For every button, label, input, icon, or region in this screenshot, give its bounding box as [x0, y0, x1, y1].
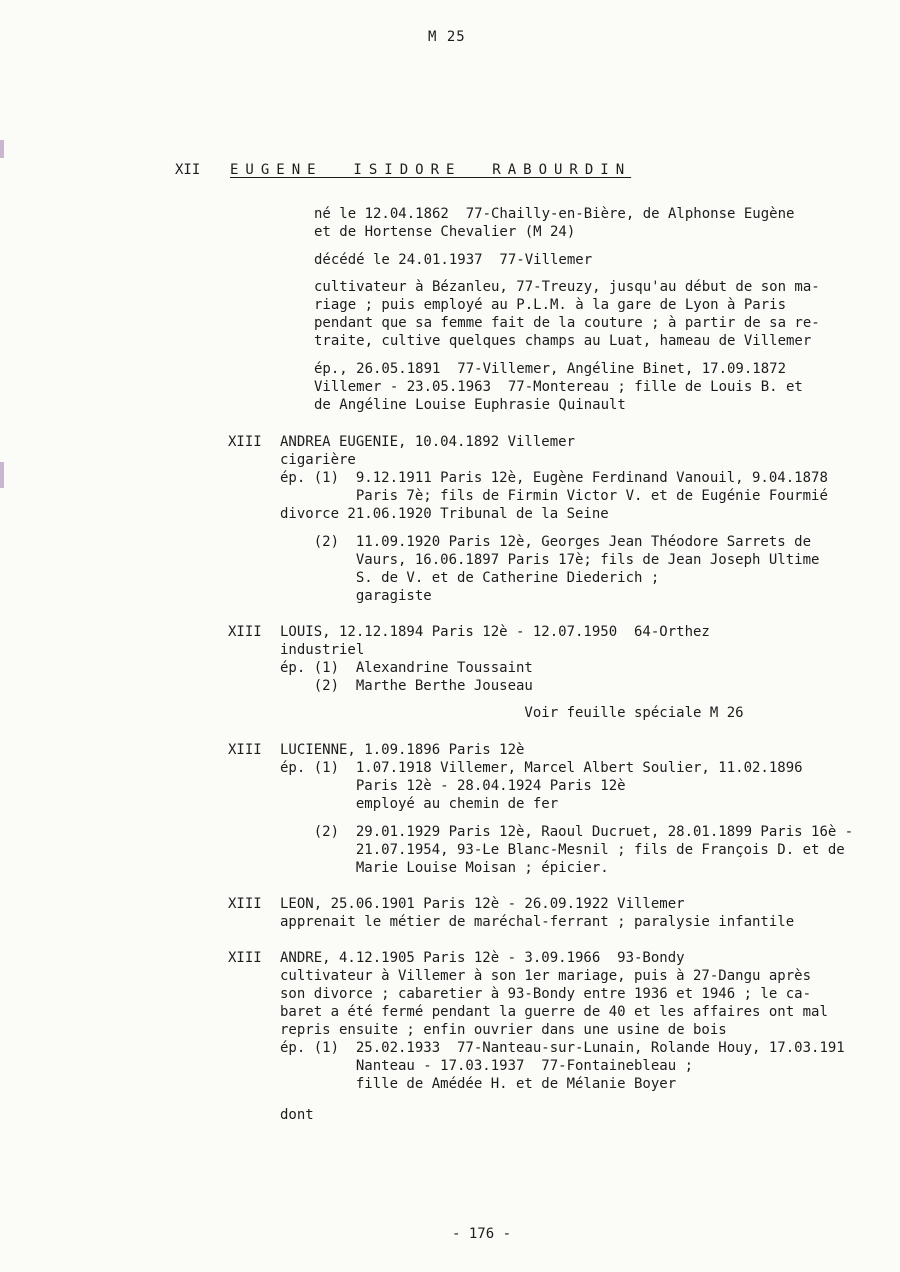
- bio-line: traite, cultive quelques champs au Luat, hameau de Villemer: [314, 333, 812, 349]
- scan-edge-mark: [0, 462, 4, 488]
- child-generation: XIII: [228, 434, 262, 450]
- bio-line: ép., 26.05.1891 77-Villemer, Angéline Binet, 17.09.1872: [314, 361, 787, 377]
- scan-edge-mark: [0, 140, 4, 158]
- bio-line: pendant que sa femme fait de la couture ; à partir de sa re-: [314, 315, 820, 331]
- bio-line: cultivateur à Bézanleu, 77-Treuzy, jusqu'au début de son ma-: [314, 279, 820, 295]
- page-header: M 25: [428, 29, 466, 45]
- child-generation: XIII: [228, 950, 262, 966]
- child-entry-line: apprenait le métier de maréchal-ferrant ; paralysie infantile: [280, 914, 795, 930]
- bio-line: riage ; puis employé au P.L.M. à la gare de Lyon à Paris: [314, 297, 787, 313]
- cross-reference: Voir feuille spéciale M 26: [280, 705, 744, 721]
- child-entry-line: repris ensuite ; enfin ouvrier dans une usine de bois: [280, 1022, 727, 1038]
- child-entry-line: fille de Amédée H. et de Mélanie Boyer: [280, 1076, 677, 1092]
- bio-line: de Angéline Louise Euphrasie Quinault: [314, 397, 626, 413]
- bio-line: né le 12.04.1862 77-Chailly-en-Bière, de Alphonse Eugène: [314, 206, 795, 222]
- child-entry-line: ANDREA EUGENIE, 10.04.1892 Villemer: [280, 434, 576, 450]
- child-entry-line: cigarière: [280, 452, 356, 468]
- child-entry-line: (2) Marthe Berthe Jouseau: [280, 678, 533, 694]
- child-entry-line: ép. (1) 1.07.1918 Villemer, Marcel Albert Soulier, 11.02.1896: [280, 760, 803, 776]
- child-entry-line: 21.07.1954, 93-Le Blanc-Mesnil ; fils de François D. et de: [280, 842, 845, 858]
- generation-number: XII: [175, 162, 201, 178]
- page-number: - 176 -: [452, 1226, 512, 1242]
- child-entry-line: LUCIENNE, 1.09.1896 Paris 12è: [280, 742, 525, 758]
- child-entry-line: Paris 12è - 28.04.1924 Paris 12è: [280, 778, 626, 794]
- child-generation: XIII: [228, 896, 262, 912]
- child-entry-line: S. de V. et de Catherine Diederich ;: [280, 570, 660, 586]
- child-entry-line: ANDRE, 4.12.1905 Paris 12è - 3.09.1966 93-Bondy: [280, 950, 685, 966]
- bio-line: Villemer - 23.05.1963 77-Montereau ; fille de Louis B. et: [314, 379, 803, 395]
- child-entry-line: Vaurs, 16.06.1897 Paris 17è; fils de Jean Joseph Ultime: [280, 552, 820, 568]
- person-name-title: EUGENE ISIDORE RABOURDIN: [230, 162, 632, 178]
- child-entry-line: Nanteau - 17.03.1937 77-Fontainebleau ;: [280, 1058, 694, 1074]
- child-entry-line: ép. (1) 9.12.1911 Paris 12è, Eugène Ferdinand Vanouil, 9.04.1878: [280, 470, 828, 486]
- child-entry-line: Paris 7è; fils de Firmin Victor V. et de Eugénie Fourmié: [280, 488, 828, 504]
- child-entry-line: LOUIS, 12.12.1894 Paris 12è - 12.07.1950 64-Orthez: [280, 624, 710, 640]
- child-entry-line: baret a été fermé pendant la guerre de 40 et les affaires ont mal: [280, 1004, 828, 1020]
- child-entry-line: garagiste: [280, 588, 432, 604]
- child-entry-line: ép. (1) 25.02.1933 77-Nanteau-sur-Lunain, Rolande Houy, 17.03.191: [280, 1040, 845, 1056]
- child-entry-line: LEON, 25.06.1901 Paris 12è - 26.09.1922 Villemer: [280, 896, 685, 912]
- child-entry-line: son divorce ; cabaretier à 93-Bondy entre 1936 et 1946 ; le ca-: [280, 986, 812, 1002]
- child-generation: XIII: [228, 742, 262, 758]
- child-entry-line: divorce 21.06.1920 Tribunal de la Seine: [280, 506, 609, 522]
- child-entry-line: dont: [280, 1107, 314, 1123]
- child-entry-line: industriel: [280, 642, 365, 658]
- child-entry-line: Marie Louise Moisan ; épicier.: [280, 860, 609, 876]
- bio-line: décédé le 24.01.1937 77-Villemer: [314, 252, 593, 268]
- child-entry-line: (2) 11.09.1920 Paris 12è, Georges Jean Théodore Sarrets de: [280, 534, 812, 550]
- child-entry-line: ép. (1) Alexandrine Toussaint: [280, 660, 533, 676]
- child-entry-line: (2) 29.01.1929 Paris 12è, Raoul Ducruet, 28.01.1899 Paris 16è -: [280, 824, 854, 840]
- child-generation: XIII: [228, 624, 262, 640]
- bio-line: et de Hortense Chevalier (M 24): [314, 224, 576, 240]
- child-entry-line: cultivateur à Villemer à son 1er mariage, puis à 27-Dangu après: [280, 968, 812, 984]
- child-entry-line: employé au chemin de fer: [280, 796, 559, 812]
